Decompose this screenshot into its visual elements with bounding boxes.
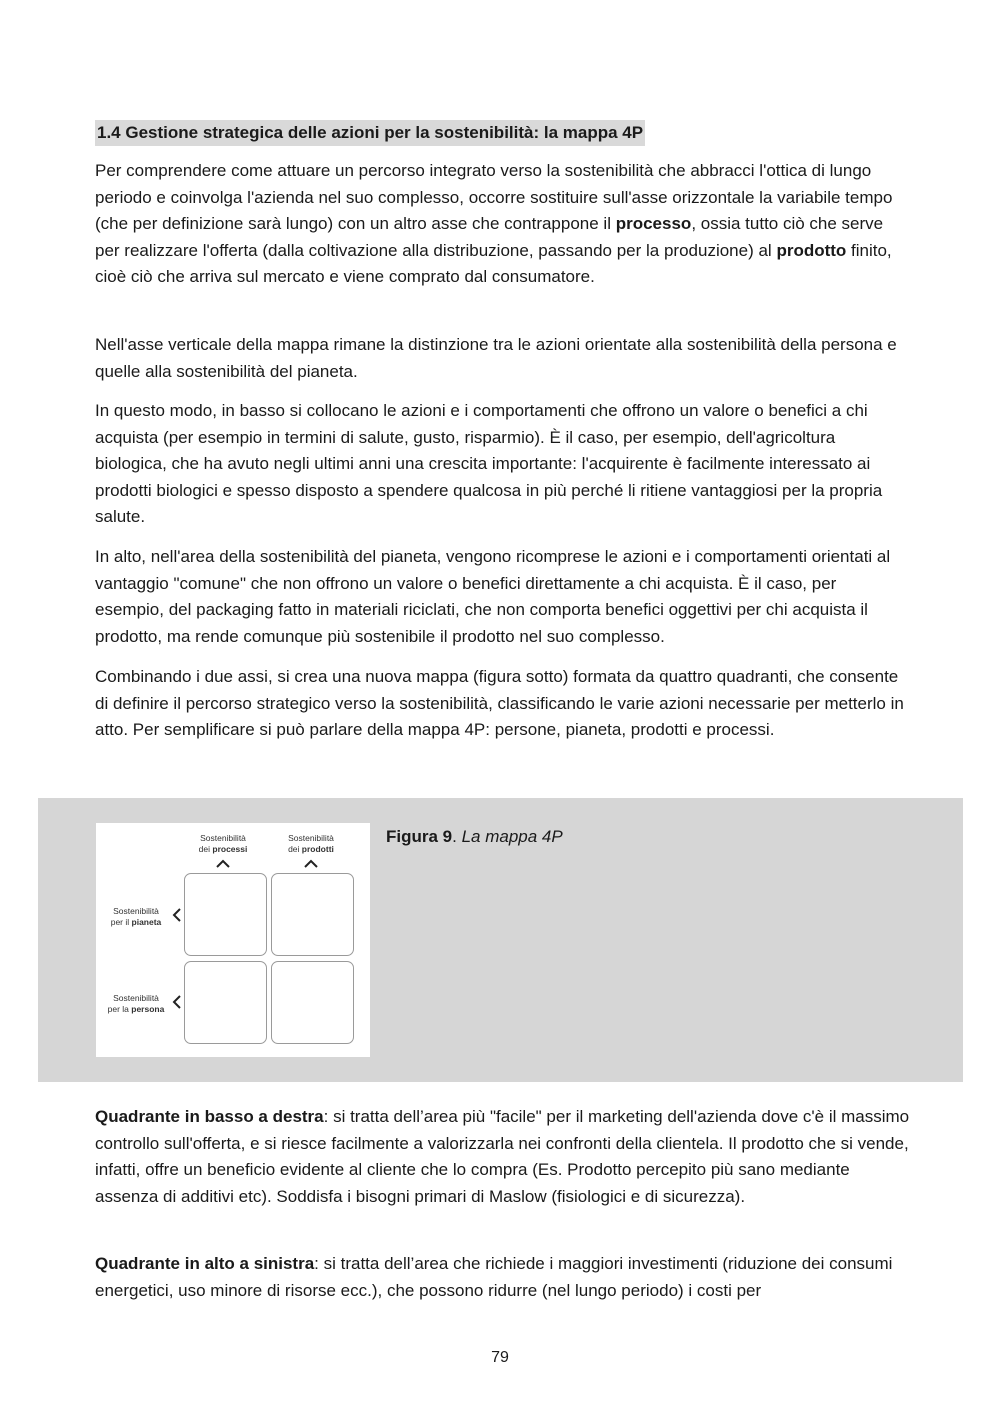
quadrant-bottom-right-text: : si tratta dell’area più "facile" per il marketing dell'azienda dove c'è il massimo controllo sull'offerta, e si riesce facilmente a valorizzarla nei confronti della clientela. Il prodotto che si vende, infatti, offre un beneficio evidente al cliente che lo compra (Es. Prodotto percepito più sano mediante assenza di additivi etc). Soddisfa i bisogni primari di Maslow (fisiologici e di sicurezza). <box>95 1107 910 1206</box>
row-header-persona <box>100 993 172 1015</box>
figure-label: Figura 9 <box>386 827 453 846</box>
col-header-prodotti <box>276 833 346 855</box>
figure-separator: . <box>452 827 462 846</box>
paragraph-3: In questo modo, in basso si collocano le azioni e i comportamenti che offrono un valore o benefici a chi acquista (per esempio in termini di salute, gusto, risparmio). È il caso, per esempio, dell'agricoltura biologica, che ha avuto negli ultimi anni una crescita importante: l'acquirente è facilmente interessato ai prodotti biologici e spesso disposto a spendere qualcosa in più perché li ritiene vantaggiosi per la propria salute. <box>95 401 883 527</box>
paragraph-1-text-a: Per comprendere come attuare un percorso integrato verso la sostenibilità che abbracci l'ottica di lungo periodo e coinvolga l'azienda nel suo complesso, occorre sostituire sull'asse orizzontale la variabile tempo (che per definizione sarà lungo) con un altro asse che contrappone il <box>95 161 893 234</box>
col-header-prodotti-line2 <box>276 844 346 855</box>
col-header-processi-prefix: dei <box>198 844 213 854</box>
quadrant-top-left <box>184 873 267 956</box>
quadrant-top-right <box>271 873 354 956</box>
row-header-persona-line1: Sostenibilità <box>113 993 159 1003</box>
col-header-prodotti-bold: prodotti <box>301 844 334 854</box>
row-header-persona-bold: persona <box>131 1004 165 1014</box>
paragraph-4: In alto, nell'area della sostenibilità del pianeta, vengono ricomprese le azioni e i comportamenti orientati al vantaggio "comune" che non offrono un valore o benefici direttamente a chi acquista. È il caso, per esempio, del packaging fatto in materiali riciclati, che non comporta benefici oggettivi per chi acquista il prodotto, ma rende comunque più sostenibile il prodotto nel suo complesso. <box>95 547 891 646</box>
paragraph-quadrant-bottom-right <box>95 1104 910 1210</box>
col-header-processi-line1: Sostenibilità <box>200 833 246 843</box>
figure-4p-map <box>96 823 370 1057</box>
page-number: 79 <box>491 1349 509 1366</box>
col-header-prodotti-line1: Sostenibilità <box>288 833 334 843</box>
quadrant-bottom-right-label: Quadrante in basso a destra <box>95 1107 324 1126</box>
section-heading: 1.4 Gestione strategica delle azioni per la sostenibilità: la mappa 4P <box>95 120 645 146</box>
col-header-processi <box>188 833 258 855</box>
row-header-pianeta-line2 <box>100 917 172 928</box>
row-header-pianeta <box>100 906 172 928</box>
row-header-persona-prefix: per la <box>107 1004 132 1014</box>
paragraph-2: Nell'asse verticale della mappa rimane la distinzione tra le azioni orientate alla sostenibilità della persona e quelle alla sostenibilità del pianeta. <box>95 335 897 381</box>
col-header-processi-line2 <box>188 844 258 855</box>
figure-title: La mappa 4P <box>461 827 563 846</box>
chevron-up-icon <box>303 859 319 869</box>
col-header-processi-bold: processi <box>212 844 248 854</box>
paragraph-1-text-c: , ossia tutto ciò che serve per realizzare l'offerta (dalla coltivazione alla distribuzione, passando per la produzione) al <box>95 214 884 260</box>
quadrant-top-left-label: Quadrante in alto a sinistra <box>95 1254 315 1273</box>
chevron-left-icon <box>172 994 182 1010</box>
paragraph-1-text-e: finito, cioè ciò che arriva sul mercato e viene comprato dal consumatore. <box>95 240 892 287</box>
paragraph-quadrant-top-left <box>95 1251 910 1304</box>
chevron-up-icon <box>215 859 231 869</box>
row-header-pianeta-bold: pianeta <box>131 917 162 927</box>
paragraph-1 <box>95 158 910 291</box>
row-header-pianeta-prefix: per il <box>110 917 132 927</box>
paragraph-1-bold-processo: processo <box>615 214 692 234</box>
quadrant-bottom-left <box>184 961 267 1044</box>
row-header-pianeta-line1: Sostenibilità <box>113 906 159 916</box>
paragraph-1-bold-prodotto: prodotto <box>776 240 847 260</box>
chevron-left-icon <box>172 907 182 923</box>
col-header-prodotti-prefix: dei <box>288 844 302 854</box>
row-header-persona-line2 <box>100 1004 172 1015</box>
paragraph-5: Combinando i due assi, si crea una nuova mappa (figura sotto) formata da quattro quadranti, che consente di definire il percorso strategico verso la sostenibilità, classificando le varie azioni necessarie per metterlo in atto. Per semplificare si può parlare della mappa 4P: persone, pianeta, prodotti e processi. <box>95 667 904 740</box>
quadrant-bottom-right <box>271 961 354 1044</box>
quadrant-top-left-text: : si tratta dell’area che richiede i maggiori investimenti (riduzione dei consumi energetici, uso minore di risorse ecc.), che possono ridurre (nel lungo periodo) i costi per <box>95 1254 893 1300</box>
figure-caption <box>386 825 563 849</box>
